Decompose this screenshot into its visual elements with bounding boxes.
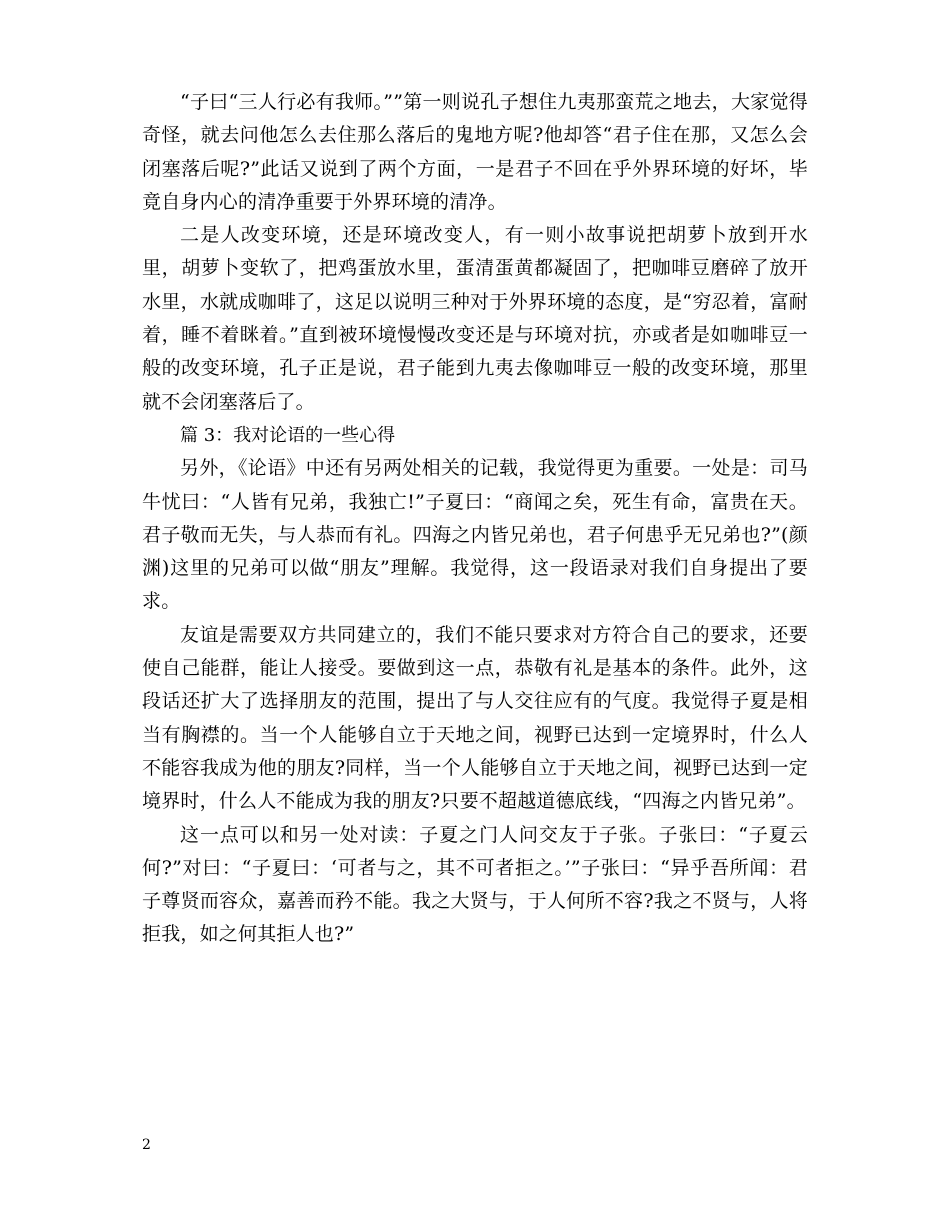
paragraph-5: 这一点可以和另一处对读：子夏之门人问交友于子张。子张曰：“子夏云何?”对曰：“子夏曰：‘可者与之，其不可者拒之。’”子张曰：“异乎吾所闻：君子尊贤而容众，嘉善而矜不能。我之大贤与，于人何所不容?我之不贤与，人将拒我，如之何其拒人也?” — [142, 823, 808, 946]
document-body — [142, 86, 808, 952]
paragraph-1: “子曰“三人行必有我师。””第一则说孔子想住九夷那蛮荒之地去，大家觉得奇怪，就去问他怎么去住那么落后的鬼地方呢?他却答“君子住在那，又怎么会闭塞落后呢?”此话又说到了两个方面，一是君子不回在乎外界环境的好坏，毕竟自身内心的清净重要于外界环境的清净。 — [142, 91, 808, 213]
page-number: 2 — [142, 1137, 151, 1153]
section-heading: 篇 3：我对论语的一些心得 — [180, 424, 396, 446]
paragraph-3: 另外，《论语》中还有另两处相关的记载，我觉得更为重要。一处是：司马牛忧曰：“人皆有兄弟，我独亡!”子夏曰：“商闻之矣，死生有命，富贵在天。君子敬而无失，与人恭而有礼。四海之内皆兄弟也，君子何患乎无兄弟也?”(颜渊)这里的兄弟可以做“朋友”理解。我觉得，这一段语录对我们自身提出了要求。 — [142, 457, 808, 613]
paragraph-2: 二是人改变环境，还是环境改变人，有一则小故事说把胡萝卜放到开水里，胡萝卜变软了，把鸡蛋放水里，蛋清蛋黄都凝固了，把咖啡豆磨碎了放开水里，水就成咖啡了，这足以说明三种对于外界环境的态度，是“穷忍着，富耐着，睡不着眯着。”直到被环境慢慢改变还是与环境对抗，亦或者是如咖啡豆一般的改变环境，孔子正是说，君子能到九夷去像咖啡豆一般的改变环境，那里就不会闭塞落后了。 — [142, 224, 808, 413]
paragraph-4: 友谊是需要双方共同建立的，我们不能只要求对方符合自己的要求，还要使自己能群，能让人接受。要做到这一点，恭敬有礼是基本的条件。此外，这段话还扩大了选择朋友的范围，提出了与人交往应有的气度。我觉得子夏是相当有胸襟的。当一个人能够自立于天地之间，视野已达到一定境界时，什么人不能容我成为他的朋友?同样，当一个人能够自立于天地之间，视野已达到一定境界时，什么人不能成为我的朋友?只要不超越道德底线，“四海之内皆兄弟”。 — [142, 623, 808, 813]
